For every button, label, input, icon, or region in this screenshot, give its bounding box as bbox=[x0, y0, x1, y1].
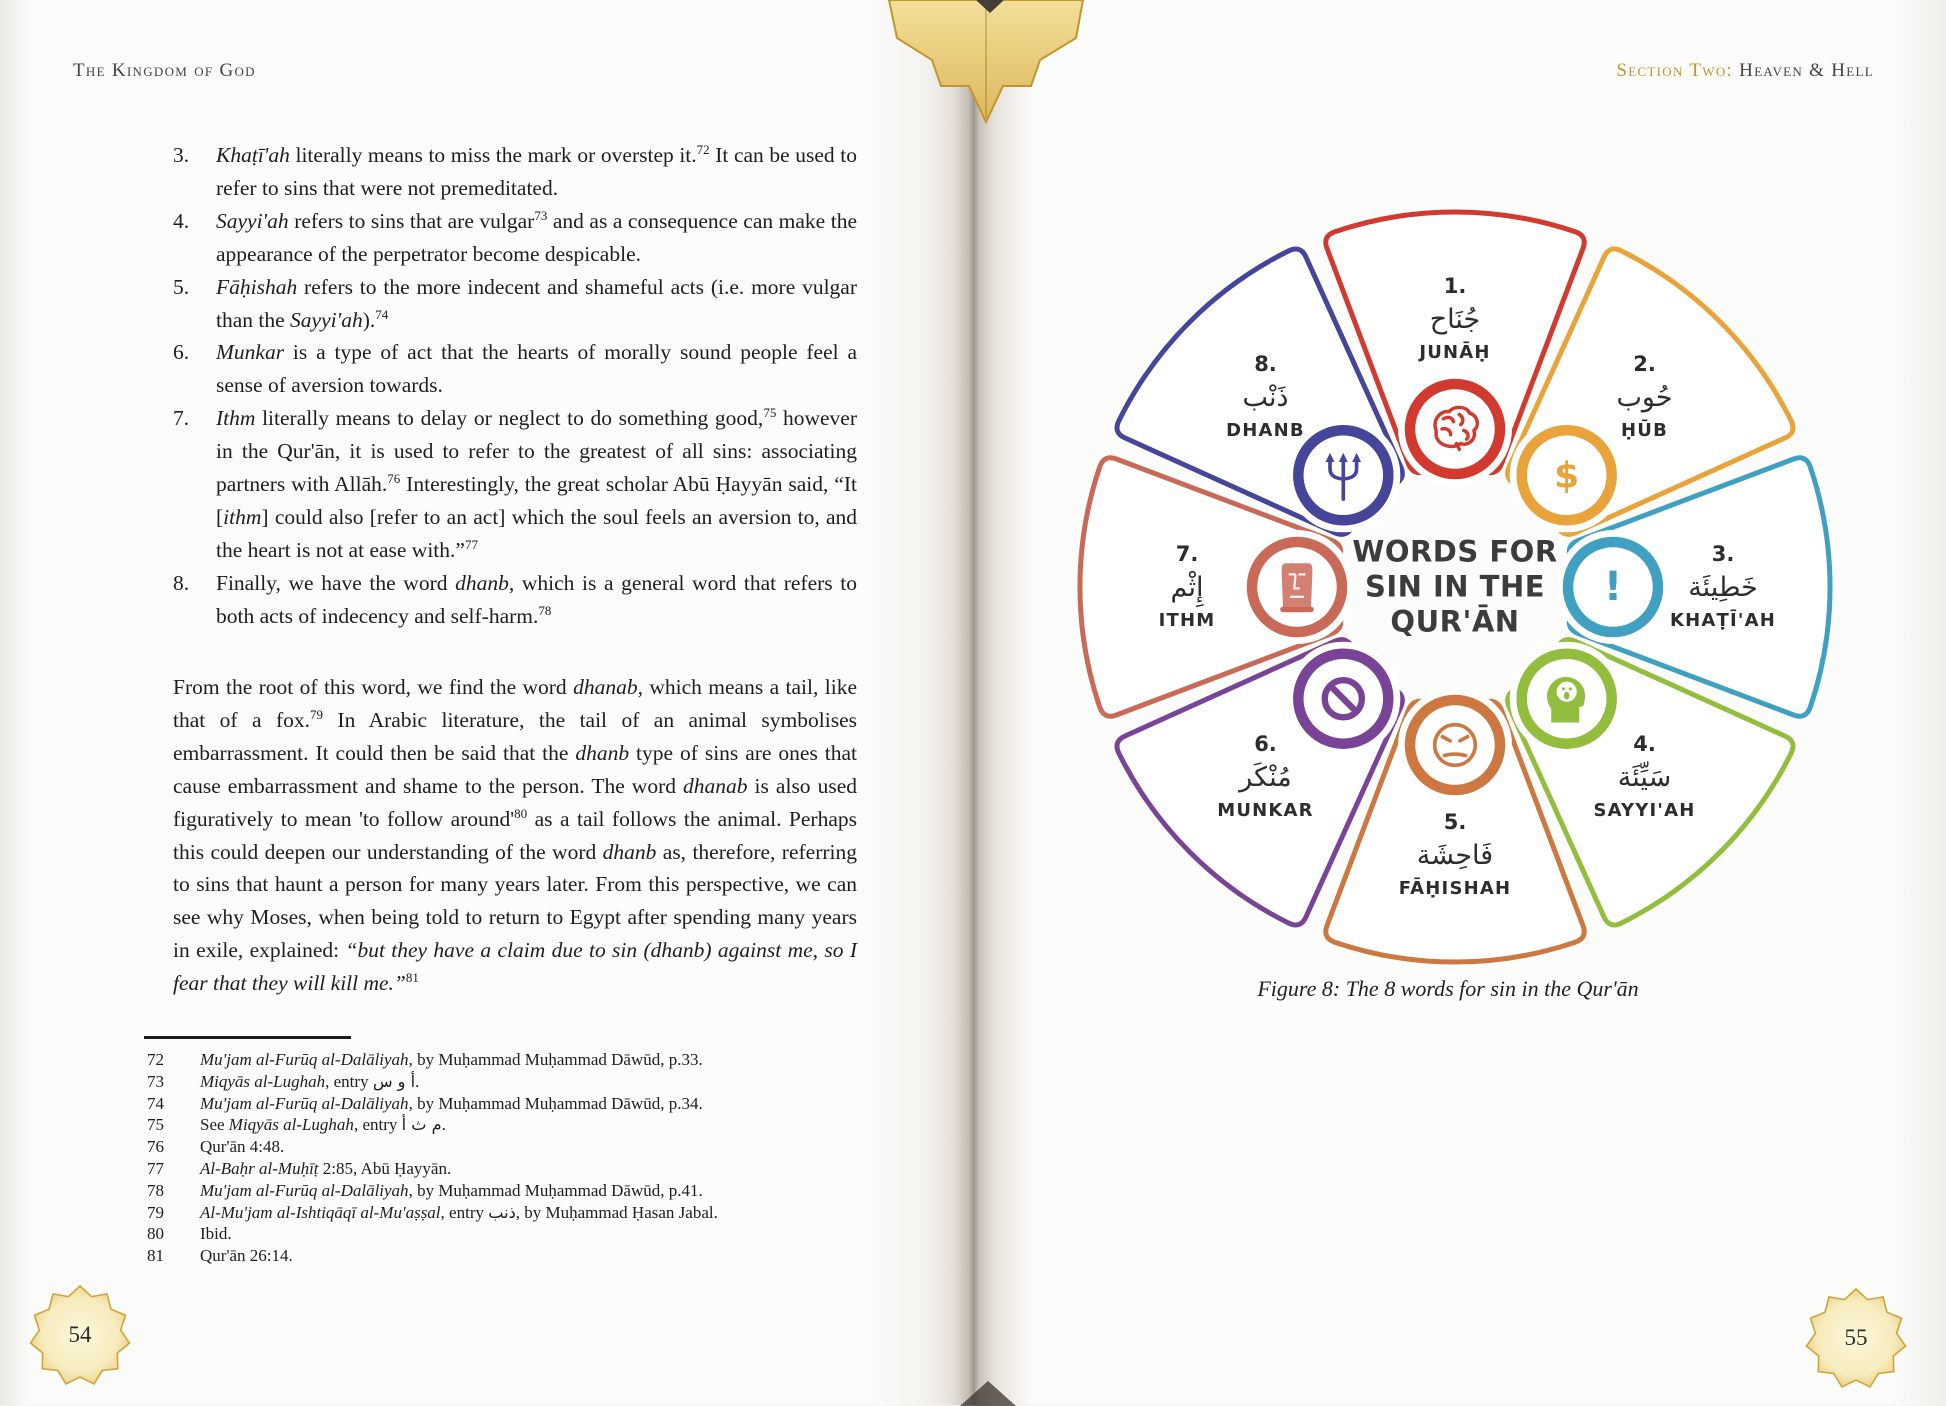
segment-number: 1. bbox=[1443, 274, 1467, 298]
list-item-number: 4. bbox=[173, 208, 190, 233]
list-item bbox=[173, 139, 857, 205]
footnote-number: 76 bbox=[147, 1137, 164, 1157]
page-number: 54 bbox=[68, 1322, 92, 1347]
left-page bbox=[0, 0, 973, 1405]
footnote bbox=[147, 1223, 892, 1245]
segment-arabic-word: خَطِيئَة bbox=[1688, 572, 1758, 603]
footnote-number: 79 bbox=[147, 1202, 164, 1222]
footnote-text: Qur'ān 26:14. bbox=[200, 1246, 293, 1266]
footnote-text: See Miqyās al-Lughah, entry أ ث م. bbox=[200, 1115, 446, 1135]
segment-number: 3. bbox=[1711, 542, 1735, 566]
list-item bbox=[173, 271, 857, 337]
list-item bbox=[173, 336, 857, 402]
angry-face-icon bbox=[1398, 688, 1512, 802]
segment-transliteration: FĀḤISHAH bbox=[1398, 878, 1512, 899]
list-item-text: Sayyi'ah refers to sins that are vulgar$^{73}$ and as a consequence can make the appearance of the perpetrator become despicable. bbox=[216, 207, 857, 266]
segment-arabic-word: إِثْم bbox=[1170, 572, 1204, 603]
wheel-segment-label-5 bbox=[1360, 810, 1550, 900]
footnote bbox=[147, 1071, 892, 1093]
segment-arabic-word: مُنْكَر bbox=[1239, 761, 1292, 793]
list-item-number: 3. bbox=[173, 143, 190, 167]
list-item-number: 8. bbox=[173, 570, 190, 595]
segment-transliteration: KHAṬĪ'AH bbox=[1669, 610, 1777, 631]
segment-transliteration: ITHM bbox=[1158, 610, 1216, 631]
wheel-segment-label-1 bbox=[1360, 274, 1550, 364]
footnote-number: 78 bbox=[147, 1180, 164, 1200]
segment-arabic-word: ذَنْب bbox=[1242, 382, 1289, 414]
wheel-center-line: SIN IN THE bbox=[1364, 569, 1546, 604]
footnote-text: Mu'jam al-Furūq al-Dalāliyah, by Muḥammad Muḥammad Dāwūd, p.41. bbox=[200, 1180, 703, 1200]
page-number: 55 bbox=[1844, 1325, 1868, 1350]
footnote-text: Miqyās al-Lughah, entry س و أ. bbox=[200, 1071, 420, 1091]
footnote bbox=[147, 1158, 892, 1180]
body-paragraph: From the root of this word, we find the word dhanab, which means a tail, like that of a fox.$^{79}$ In Arabic literature, the tail of an animal symbolises embarrassment. It could then be said that the dhanb type of sins are ones that cause embarrassment and shame to the person. The word dhanab is also used figuratively to mean 'to follow $around'^{80}$ as a tail follows the animal. Perhaps this could deepen our understanding of the word dhanb as, therefore, referring to sins that haunt a person for many years later. From this perspective, we can see why Moses, when being told to return to Egypt after spending many years in exile, explained: “but they have a claim due to sin (dhanb) against me, so I fear that they will kill me.”$^{81}$ bbox=[173, 675, 858, 996]
spine-bottom-gap bbox=[940, 1377, 1030, 1406]
list-item bbox=[173, 205, 857, 271]
segment-arabic-word: فَاحِشَة bbox=[1416, 840, 1494, 871]
footnote bbox=[147, 1136, 892, 1158]
wheel-segment-label-8 bbox=[1170, 352, 1360, 442]
segment-arabic-word: سَيِّئَة bbox=[1617, 761, 1672, 793]
wheel-center-line: QUR'ĀN bbox=[1390, 604, 1520, 639]
segment-number: 7. bbox=[1175, 542, 1199, 566]
footnote-text: Mu'jam al-Furūq al-Dalāliyah, by Muḥammad Muḥammad Dāwūd, p.34. bbox=[200, 1093, 703, 1113]
section-label: Section Two: bbox=[1616, 60, 1734, 81]
segment-number: 5. bbox=[1443, 810, 1467, 834]
footnotes bbox=[147, 1049, 892, 1267]
footnote-text: Qur'ān 4:48. bbox=[200, 1137, 285, 1157]
footnote-number: 77 bbox=[147, 1158, 164, 1178]
footnote bbox=[147, 1114, 892, 1136]
list-item bbox=[173, 402, 857, 567]
sin-words-list bbox=[173, 139, 857, 633]
segment-arabic-word: جُنَاح bbox=[1429, 304, 1481, 335]
list-item-number: 6. bbox=[173, 340, 190, 365]
list-item-text: Fāḥishah refers to the more indecent and shameful acts (i.e. more vulgar than the Sayyi'ah).$^{74}$ bbox=[216, 274, 857, 332]
list-item-text: Khaṭī'ah literally means to miss the mark or overstep it.$^{72}$ It can be used to refer to sins that were not premeditated. bbox=[216, 141, 857, 200]
list-item-number: 5. bbox=[173, 274, 190, 299]
footnote-text: Mu'jam al-Furūq al-Dalāliyah, by Muḥammad Muḥammad Dāwūd, p.33. bbox=[200, 1050, 703, 1069]
segment-number: 6. bbox=[1254, 731, 1277, 756]
sin-words-wheel-figure bbox=[1060, 190, 1850, 980]
segment-arabic-word: حُوب bbox=[1616, 382, 1673, 414]
footnote-number: 73 bbox=[147, 1071, 164, 1091]
svg-text:!: ! bbox=[1603, 564, 1623, 610]
spine-bookmark-star-ornament bbox=[845, 0, 1135, 130]
segment-transliteration: ḤŪB bbox=[1620, 420, 1668, 442]
footnote-number: 81 bbox=[147, 1246, 164, 1266]
brain-icon bbox=[1398, 372, 1512, 486]
segment-number: 4. bbox=[1633, 731, 1656, 756]
figure-caption: Figure 8: The 8 words for sin in the Qur'ān bbox=[1257, 976, 1639, 1001]
running-header-left: The Kingdom of God bbox=[73, 60, 256, 81]
footnote bbox=[147, 1049, 892, 1071]
segment-transliteration: MUNKAR bbox=[1217, 799, 1314, 821]
footnote-number: 75 bbox=[147, 1115, 164, 1135]
footnote-number: 72 bbox=[147, 1050, 164, 1069]
section-title: Heaven & Hell bbox=[1733, 60, 1874, 81]
list-item-text: Munkar is a type of act that the hearts of morally sound people feel a sense of aversion towards. bbox=[216, 340, 857, 398]
wheel-segment-label-3 bbox=[1628, 542, 1818, 632]
running-header-right bbox=[1616, 60, 1874, 82]
wheel-segment-label-6 bbox=[1170, 732, 1360, 822]
page-number-badge-left bbox=[25, 1281, 135, 1391]
list-item-text: Ithm literally means to delay or neglect to do something good,$^{75}$ however in the Qur'ān, it is used to refer to the greatest of all sins: associating partners with Allāh.$^{76}$ Interestingly, the great scholar Abū Ḥayyān said, “It [ithm] could also [refer to an act] which the soul feels an aversion to, and the heart is not at ease with.”$^{77}$ bbox=[216, 405, 857, 562]
segment-number: 2. bbox=[1633, 352, 1656, 377]
wheel-segment-label-2 bbox=[1550, 352, 1740, 442]
list-item bbox=[173, 567, 857, 633]
wheel-center-line: WORDS FOR bbox=[1352, 534, 1558, 569]
segment-transliteration: DHANB bbox=[1226, 420, 1305, 442]
footnote-text: Al-Mu'jam al-Ishtiqāqī al-Mu'aṣṣal, entry ذنب, by Muḥammad Ḥasan Jabal. bbox=[200, 1202, 718, 1222]
segment-transliteration: JUNĀḤ bbox=[1419, 342, 1491, 363]
footnote bbox=[147, 1245, 892, 1267]
footnote-number: 80 bbox=[147, 1224, 164, 1244]
list-item-number: 7. bbox=[173, 406, 190, 431]
page-number-badge-right bbox=[1801, 1284, 1911, 1394]
wheel-center-title bbox=[1352, 535, 1557, 640]
footnote-text: Al-Baḥr al-Muḥīṭ 2:85, Abū Ḥayyān. bbox=[200, 1158, 452, 1178]
footnote-text: Ibid. bbox=[200, 1224, 232, 1244]
footnote-divider bbox=[144, 1036, 351, 1039]
wheel-segment-label-7 bbox=[1092, 542, 1282, 632]
wheel-segment-label-4 bbox=[1550, 732, 1740, 822]
svg-text:$: $ bbox=[1554, 455, 1580, 497]
segment-number: 8. bbox=[1254, 352, 1277, 377]
list-item-text: Finally, we have the word dhanb, which is a general word that refers to both acts of indecency and self-harm.$^{78}$ bbox=[216, 570, 857, 628]
footnote bbox=[147, 1093, 892, 1115]
footnote bbox=[147, 1180, 892, 1202]
footnote-number: 74 bbox=[147, 1093, 164, 1113]
footnote bbox=[147, 1202, 892, 1224]
segment-transliteration: SAYYI'AH bbox=[1593, 799, 1696, 821]
